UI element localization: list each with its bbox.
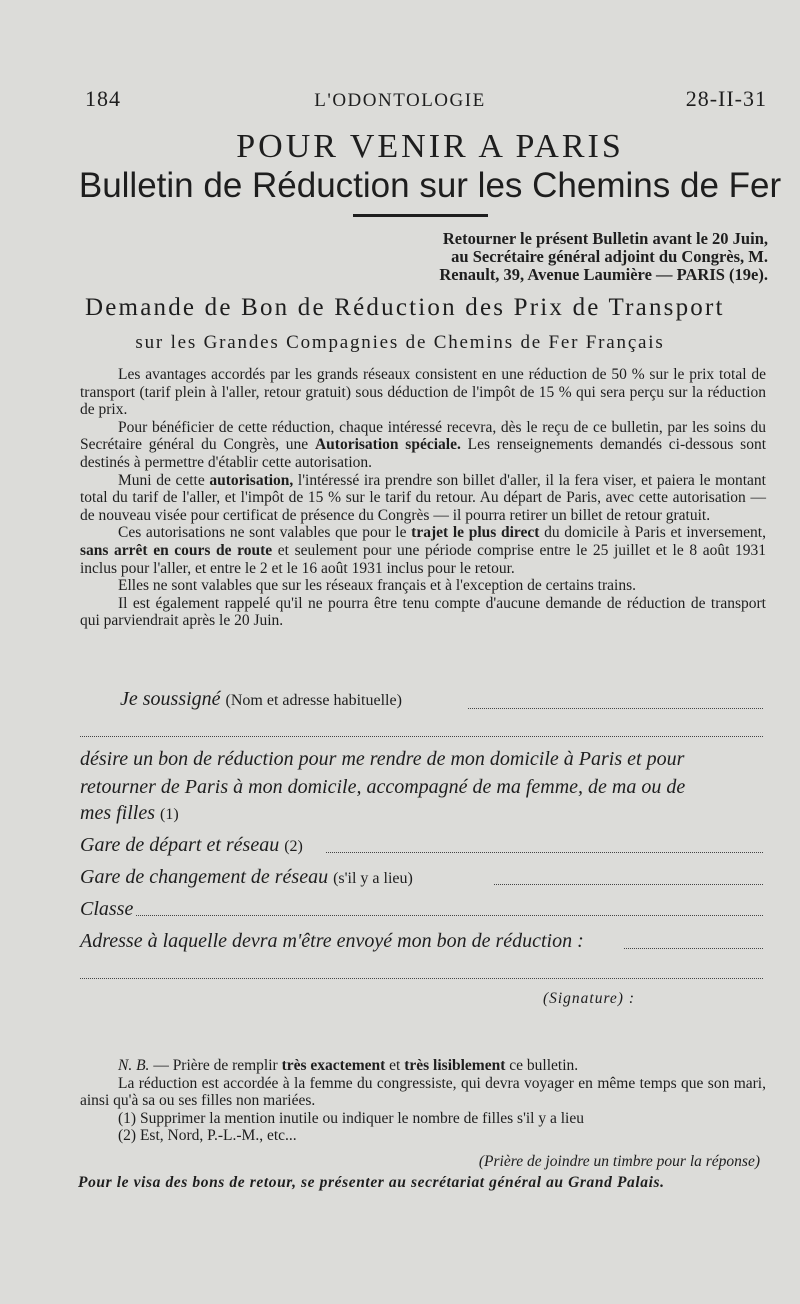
address-field[interactable]: [624, 948, 763, 949]
nb-wife-note: La réduction est accordée à la femme du congressiste, qui devra voyager en même temps que son mari, ainsi qu'à sa ou ses filles non mariées.: [80, 1074, 766, 1110]
desire-line-1: désire un bon de réduction pour me rendre de mon domicile à Paris et pour: [80, 748, 685, 770]
body-text: [80, 366, 766, 630]
footnote-2: (2) Est, Nord, P.-L.-M., etc...: [118, 1127, 297, 1145]
page-title: POUR VENIR A PARIS: [236, 128, 624, 165]
issue-date: 28-II-31: [685, 86, 767, 111]
class-label: Classe: [80, 898, 134, 920]
page-subtitle: Bulletin de Réduction sur les Chemins de Fer: [78, 166, 782, 205]
return-notice-line2: au Secrétaire général adjoint du Congrès, M.: [451, 247, 768, 266]
paragraph-authorization: Pour bénéficier de cette réduction, chaque intéressé recevra, dès le reçu de ce bulletin, par les soins du Secrétaire général du Congrès, une Autorisation spéciale. Les renseignements demandés ci-dessous sont destinés à permettre d'établir cette autorisation.: [80, 418, 766, 471]
nb-instruction: N. B. — Prière de remplir très exactement et très lisiblement ce bulletin.: [118, 1057, 579, 1074]
return-notice-line3: Renault, 39, Avenue Laumière — PARIS (19e).: [439, 265, 768, 284]
return-notice-line1: Retourner le présent Bulletin avant le 20 Juin,: [442, 229, 768, 248]
paragraph-deadline: Il est également rappelé qu'il ne pourra être tenu compte d'aucune demande de réduction de transport qui parviendrait après le 20 Juin.: [80, 594, 766, 630]
name-address-field[interactable]: [468, 708, 763, 709]
address-label: Adresse à laquelle devra m'être envoyé mon bon de réduction :: [80, 930, 584, 952]
paragraph-advantages: Les avantages accordés par les grands réseaux consistent en une réduction de 50 % sur le prix total de transport (tarif plein à l'aller, retour gratuit) sous déduction de l'impôt de 15 % qui sera perçu sur la réduction de prix.: [80, 366, 766, 419]
desire-line-3: mes filles (1): [80, 802, 179, 824]
nota-bene: [80, 1057, 766, 1145]
title-divider: [353, 214, 488, 217]
soussigne-label: Je soussigné (Nom et adresse habituelle): [120, 688, 402, 710]
departure-station-label: Gare de départ et réseau (2): [80, 834, 303, 856]
desire-line-2: retourner de Paris à mon domicile, accompagné de ma femme, de ma ou de: [80, 776, 686, 798]
change-station-field[interactable]: [494, 884, 763, 885]
paragraph-procedure: Muni de cette autorisation, l'intéressé ira prendre son billet d'aller, il la fera viser, et paiera le montant total du tarif de l'aller, et l'impôt de 15 % sur le tarif du retour. Au départ de Paris, avec cette autorisation — de nouveau visée pour certificat de présence du Congrès — il pourra retirer un billet de retour gratuit.: [80, 471, 766, 524]
departure-station-field[interactable]: [326, 852, 763, 853]
request-subtitle: sur les Grandes Compagnies de Chemins de Fer Français: [135, 332, 665, 353]
paragraph-networks: Elles ne sont valables que sur les réseaux français et à l'exception de certains trains.: [118, 577, 636, 595]
name-address-field-line2[interactable]: [80, 736, 763, 737]
stamp-request: (Prière de joindre un timbre pour la réponse): [478, 1153, 760, 1170]
address-field-line2[interactable]: [80, 978, 763, 979]
return-notice: [338, 230, 768, 284]
footnote-1: (1) Supprimer la mention inutile ou indiquer le nombre de filles s'il y a lieu: [118, 1109, 584, 1127]
signature-label: (Signature) :: [542, 990, 635, 1007]
class-field[interactable]: [136, 915, 763, 916]
change-station-label: Gare de changement de réseau (s'il y a lieu): [80, 866, 413, 888]
visa-note: Pour le visa des bons de retour, se présenter au secrétariat général au Grand Palais.: [78, 1174, 665, 1191]
page-number: 184: [85, 86, 121, 111]
request-title: Demande de Bon de Réduction des Prix de Transport: [85, 294, 725, 321]
journal-name: L'ODONTOLOGIE: [314, 90, 486, 111]
paragraph-validity: Ces autorisations ne sont valables que pour le trajet le plus direct du domicile à Paris et inversement, sans arrêt en cours de route et seulement pour une période comprise entre le 25 juillet et le 8 août 1931 inclus pour l'aller, et entre le 2 et le 16 août 1931 inclus pour le retour.: [80, 524, 766, 577]
